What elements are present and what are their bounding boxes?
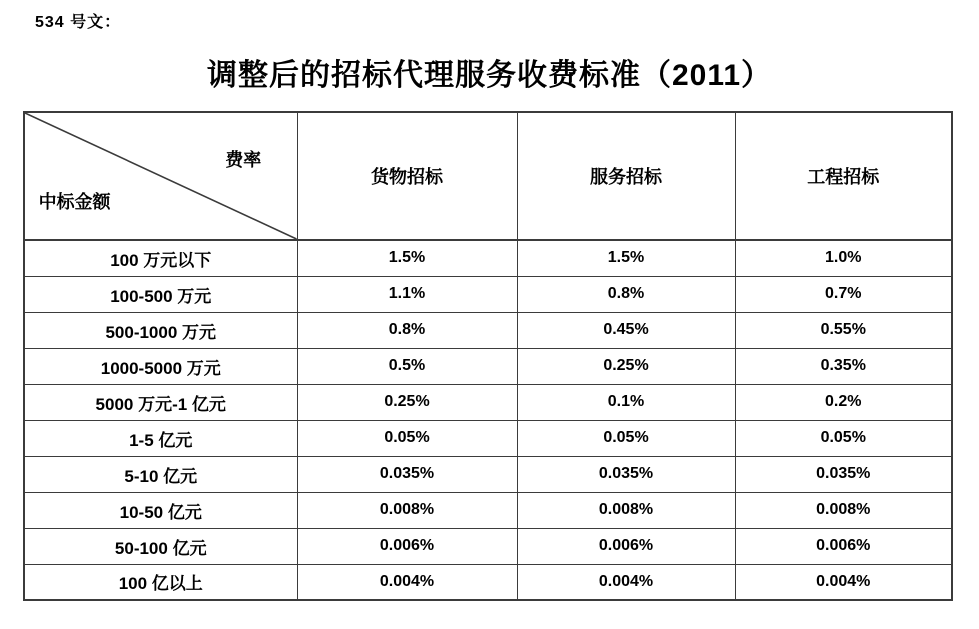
goods-rate-cell: 0.8% (297, 312, 517, 348)
engineering-rate-cell: 0.006% (735, 528, 952, 564)
fee-table (23, 111, 953, 601)
service-rate-cell: 0.008% (517, 492, 735, 528)
table-row (24, 528, 952, 564)
bid-amount-cell: 50-100 亿元 (24, 528, 297, 564)
column-header-engineering-bidding: 工程招标 (735, 112, 952, 240)
table-row (24, 384, 952, 420)
bid-amount-cell: 100 万元以下 (24, 240, 297, 276)
bid-amount-cell: 100 亿以上 (24, 564, 297, 600)
column-header-goods-bidding: 货物招标 (297, 112, 517, 240)
fee-table-body (24, 240, 952, 600)
bid-amount-cell: 1000-5000 万元 (24, 348, 297, 384)
engineering-rate-cell: 0.004% (735, 564, 952, 600)
goods-rate-cell: 0.004% (297, 564, 517, 600)
table-row (24, 240, 952, 276)
engineering-rate-cell: 0.35% (735, 348, 952, 384)
engineering-rate-cell: 0.7% (735, 276, 952, 312)
corner-header-cell (24, 112, 297, 240)
service-rate-cell: 0.035% (517, 456, 735, 492)
table-row (24, 312, 952, 348)
doc-number-label: 534 号文： (35, 14, 122, 31)
diagonal-divider-line (25, 113, 297, 239)
table-row (24, 348, 952, 384)
page-title: 调整后的招标代理服务收费标准（2011） (206, 59, 773, 92)
table-row (24, 456, 952, 492)
bid-amount-cell: 5000 万元-1 亿元 (24, 384, 297, 420)
bid-amount-cell: 5-10 亿元 (24, 456, 297, 492)
engineering-rate-cell: 0.05% (735, 420, 952, 456)
corner-label-amount: 中标金额 (38, 191, 111, 212)
service-rate-cell: 0.1% (517, 384, 735, 420)
service-rate-cell: 0.006% (517, 528, 735, 564)
table-row (24, 420, 952, 456)
table-row (24, 492, 952, 528)
goods-rate-cell: 0.05% (297, 420, 517, 456)
engineering-rate-cell: 0.55% (735, 312, 952, 348)
goods-rate-cell: 1.1% (297, 276, 517, 312)
header-row (24, 112, 952, 240)
engineering-rate-cell: 0.008% (735, 492, 952, 528)
service-rate-cell: 0.05% (517, 420, 735, 456)
column-header-service-bidding: 服务招标 (517, 112, 735, 240)
goods-rate-cell: 0.006% (297, 528, 517, 564)
engineering-rate-cell: 0.035% (735, 456, 952, 492)
bid-amount-cell: 10-50 亿元 (24, 492, 297, 528)
goods-rate-cell: 0.5% (297, 348, 517, 384)
service-rate-cell: 0.25% (517, 348, 735, 384)
goods-rate-cell: 1.5% (297, 240, 517, 276)
engineering-rate-cell: 0.2% (735, 384, 952, 420)
engineering-rate-cell: 1.0% (735, 240, 952, 276)
service-rate-cell: 0.004% (517, 564, 735, 600)
bid-amount-cell: 500-1000 万元 (24, 312, 297, 348)
service-rate-cell: 0.8% (517, 276, 735, 312)
corner-label-rate: 费率 (225, 149, 262, 170)
service-rate-cell: 0.45% (517, 312, 735, 348)
goods-rate-cell: 0.008% (297, 492, 517, 528)
service-rate-cell: 1.5% (517, 240, 735, 276)
table-row (24, 564, 952, 600)
goods-rate-cell: 0.035% (297, 456, 517, 492)
table-row (24, 276, 952, 312)
goods-rate-cell: 0.25% (297, 384, 517, 420)
bid-amount-cell: 100-500 万元 (24, 276, 297, 312)
bid-amount-cell: 1-5 亿元 (24, 420, 297, 456)
